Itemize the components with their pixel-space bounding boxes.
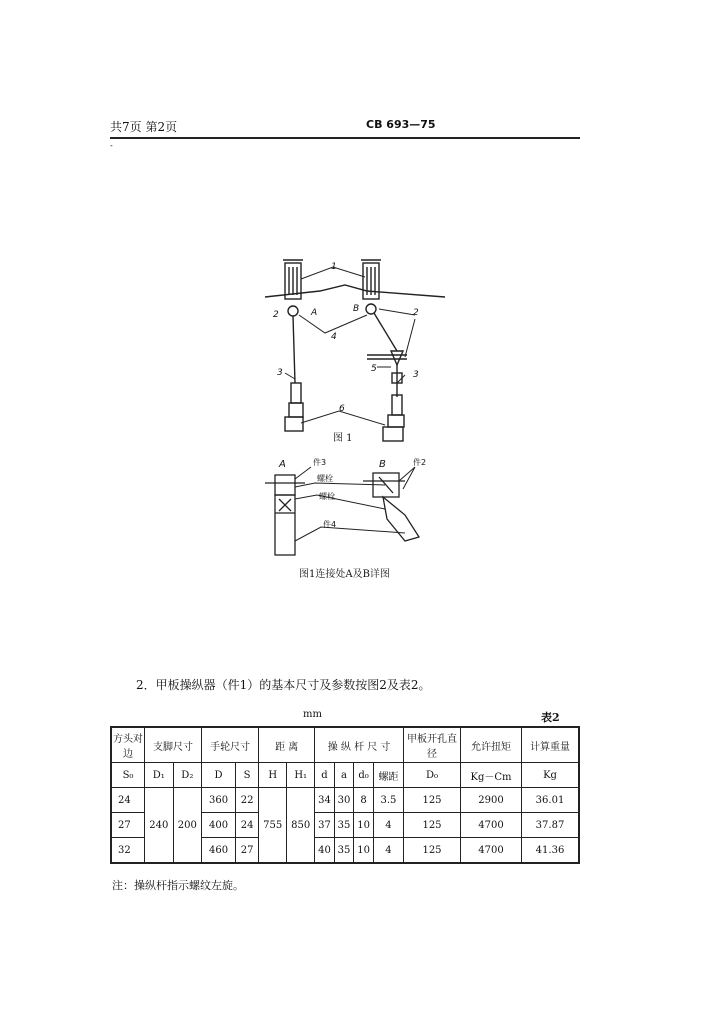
cell-pitch: 3.5 (373, 788, 403, 813)
figure-1-caption: 图 1 (333, 433, 353, 444)
callout-part2: 件2 (413, 458, 427, 467)
cell-torque: 4700 (461, 813, 522, 838)
cell-lever-d: 34 (315, 788, 335, 813)
label-b: B (353, 304, 360, 314)
detail-caption: 图1连接处A及B详图 (299, 569, 390, 580)
label-3-left: 3 (277, 368, 283, 378)
cell-a: 35 (334, 813, 354, 838)
sub-a: a (334, 763, 354, 788)
head-lever: 操 纵 杆 尺 寸 (315, 727, 404, 763)
head-torque: 允许扭矩 (461, 727, 522, 763)
cell-s0: 32 (111, 838, 145, 864)
cell-d: 460 (202, 838, 236, 864)
parameter-table (110, 726, 580, 864)
cell-s0: 24 (111, 788, 145, 813)
cell-d0: 10 (354, 838, 374, 864)
sub-d0: d₀ (354, 763, 374, 788)
section-paragraph: 2．甲板操纵器（件1）的基本尺寸及参数按图2及表2。 (136, 678, 431, 692)
head-distance: 距 离 (259, 727, 315, 763)
cell-s: 27 (236, 838, 259, 864)
detail-a (265, 475, 305, 555)
callout-part4: 件4 (323, 520, 337, 529)
cell-h: 755 (259, 788, 287, 864)
deck-line (265, 285, 445, 297)
bracket (367, 351, 407, 365)
head-square-head: 方头对边 (111, 727, 145, 763)
cell-s0: 27 (111, 813, 145, 838)
joint-a (288, 306, 298, 316)
cell-d0: 8 (354, 788, 374, 813)
sub-d1: D₁ (145, 763, 174, 788)
head-deck-hole: 甲板开孔直 径 (404, 727, 461, 763)
figure-1-drawing (255, 255, 455, 585)
page-info: 共7页 第2页 (110, 120, 178, 134)
left-rod (293, 316, 295, 383)
header-rule (110, 137, 580, 139)
cell-torque: 2900 (461, 788, 522, 813)
head-handwheel: 手轮尺寸 (202, 727, 259, 763)
head-legs: 支脚尺寸 (145, 727, 202, 763)
cell-torque: 4700 (461, 838, 522, 864)
sub-h1: H₁ (287, 763, 315, 788)
sub-h: H (259, 763, 287, 788)
cell-lever-d: 37 (315, 813, 335, 838)
right-lower-gear (383, 373, 404, 441)
sub-hole-d0: D₀ (404, 763, 461, 788)
sub-torque-unit: Kg－Cm (461, 763, 522, 788)
right-inclined-rod (374, 313, 397, 351)
cell-d: 360 (202, 788, 236, 813)
left-lower-gear (285, 383, 303, 431)
label-6: 6 (339, 404, 345, 414)
sub-pitch: 螺距 (373, 763, 403, 788)
sub-d: D (202, 763, 236, 788)
cell-a: 30 (334, 788, 354, 813)
cell-weight: 36.01 (522, 788, 580, 813)
header-mark: - (110, 141, 113, 150)
callout-nut-1: 螺栓 (317, 474, 333, 483)
cell-hole: 125 (404, 838, 461, 864)
table-unit: mm (303, 709, 322, 720)
cell-d: 400 (202, 813, 236, 838)
label-3-right: 3 (413, 370, 419, 380)
cell-s: 22 (236, 788, 259, 813)
callout-nut-2: 螺栓 (319, 492, 335, 501)
joint-b (366, 304, 376, 314)
label-1: 1 (331, 262, 337, 272)
standard-number: CB 693—75 (366, 118, 436, 131)
cell-d1: 240 (145, 788, 174, 864)
cell-hole: 125 (404, 813, 461, 838)
table-number: 表2 (541, 711, 560, 724)
label-2-left: 2 (273, 310, 279, 320)
sub-s: S (236, 763, 259, 788)
table-note: 注：操纵杆指示螺纹左旋。 (112, 879, 244, 892)
label-5: 5 (371, 364, 377, 374)
cell-lever-d: 40 (315, 838, 335, 864)
sub-s0: S₀ (111, 763, 145, 788)
head-weight: 计算重量 (522, 727, 580, 763)
cell-d2: 200 (173, 788, 202, 864)
sub-weight-unit: Kg (522, 763, 580, 788)
detail-label-a: A (279, 459, 286, 470)
cell-pitch: 4 (373, 813, 403, 838)
table-row (111, 788, 579, 813)
callout-part3: 件3 (313, 458, 327, 467)
cell-pitch: 4 (373, 838, 403, 864)
detail-label-b: B (379, 459, 386, 470)
cell-h1: 850 (287, 788, 315, 864)
cell-weight: 37.87 (522, 813, 580, 838)
label-4: 4 (331, 332, 337, 342)
cell-d0: 10 (354, 813, 374, 838)
cell-weight: 41.36 (522, 838, 580, 864)
cell-hole: 125 (404, 788, 461, 813)
sub-d2: D₂ (173, 763, 202, 788)
cell-s: 24 (236, 813, 259, 838)
cell-a: 35 (334, 838, 354, 864)
right-controller (361, 260, 381, 299)
label-2-right: 2 (413, 308, 419, 318)
sub-lever-d: d (315, 763, 335, 788)
label-a: A (311, 308, 318, 318)
